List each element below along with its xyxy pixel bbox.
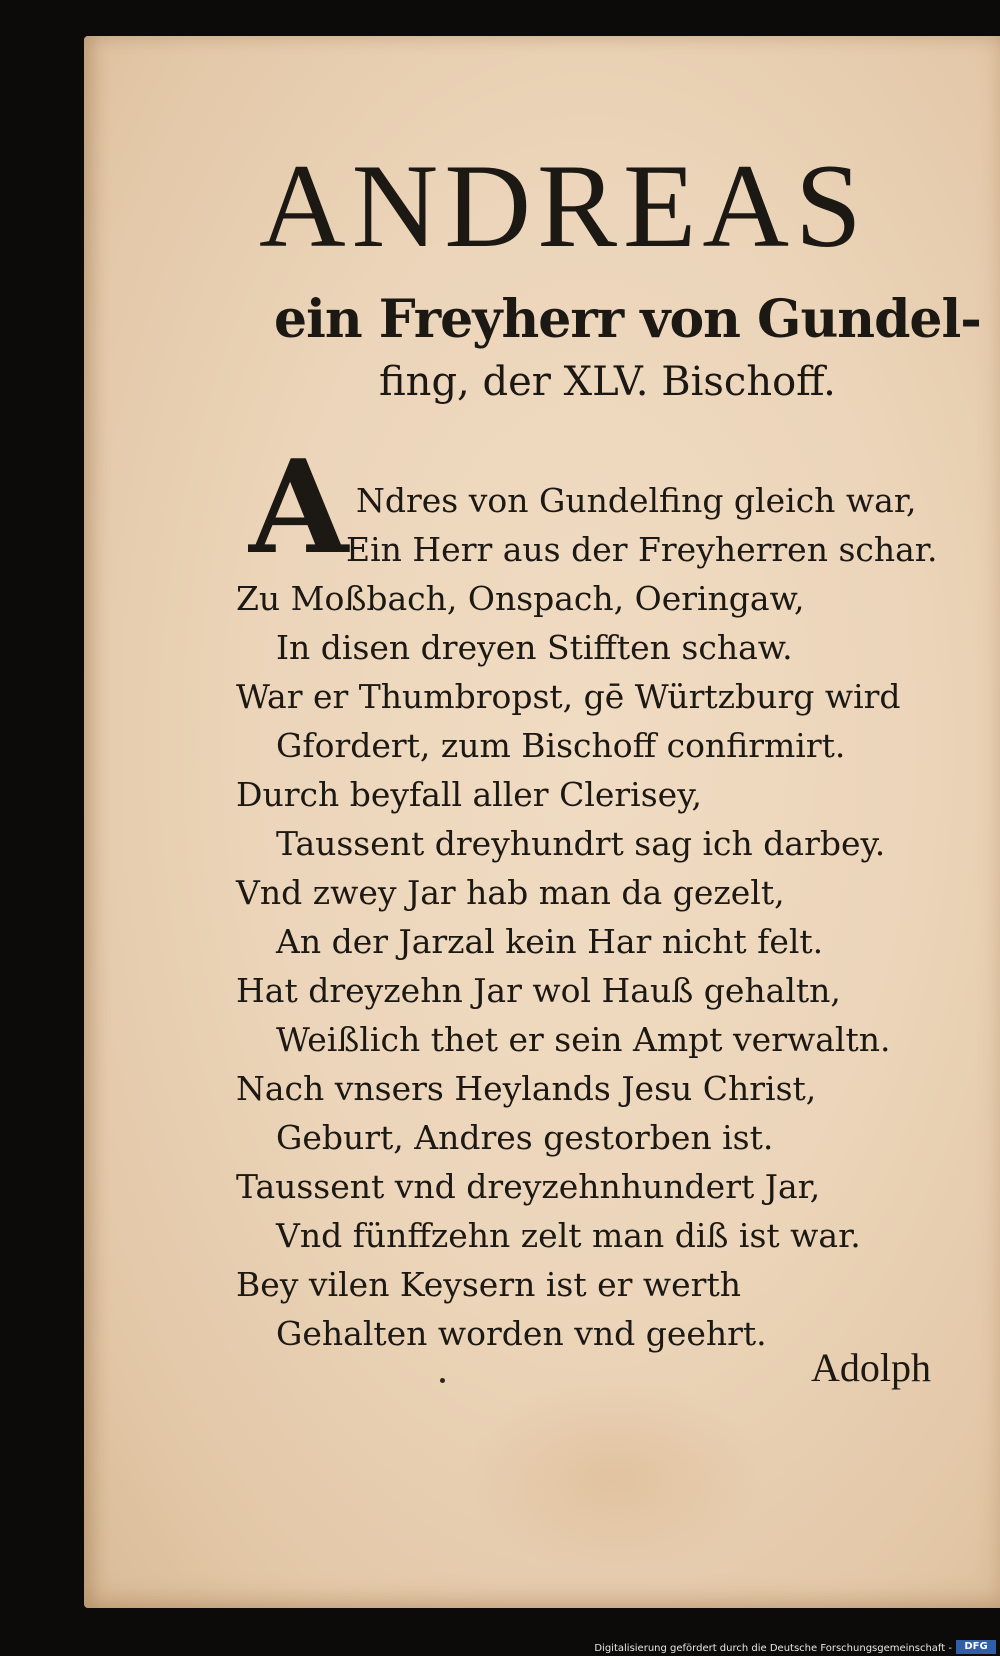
verse-line-3: Zu Moßbach, Onspach, Oeringaw, bbox=[236, 579, 805, 618]
verse-line-13: Nach vnsers Heylands Jesu Christ, bbox=[236, 1069, 817, 1108]
verse-line-17: Bey vilen Keysern ist er werth bbox=[236, 1265, 741, 1304]
verse-line-18: Gehalten worden vnd geehrt. bbox=[276, 1314, 767, 1353]
verse-line-10: An der Jarzal kein Har nicht felt. bbox=[276, 922, 824, 961]
verse-line-7: Durch beyfall aller Clerisey, bbox=[236, 775, 702, 814]
verse-line-2: Ein Herr aus der Freyherren schar. bbox=[346, 530, 938, 569]
page-title: ANDREAS bbox=[259, 139, 868, 272]
verse-line-6: Gfordert, zum Bischoff confirmirt. bbox=[276, 726, 846, 765]
verse-line-9: Vnd zwey Jar hab man da gezelt, bbox=[236, 873, 785, 912]
book-page bbox=[84, 36, 1000, 1608]
verse-line-11: Hat dreyzehn Jar wol Hauß gehaltn, bbox=[236, 971, 841, 1010]
dfg-logo: DFG bbox=[956, 1640, 996, 1654]
verse-line-1: Ndres von Gundelfing gleich war, bbox=[356, 481, 917, 520]
verse-line-14: Geburt, Andres gestorben ist. bbox=[276, 1118, 774, 1157]
verse-line-16: Vnd fünffzehn zelt man diß ist war. bbox=[276, 1216, 861, 1255]
subtitle-line-2: fing, der XLV. Bischoff. bbox=[379, 359, 836, 405]
verse-line-5: War er Thumbropst, gē Würtzburg wird bbox=[236, 677, 901, 716]
verse-line-12: Weißlich thet er sein Ampt verwaltn. bbox=[276, 1020, 891, 1059]
verse-line-8: Taussent dreyhundrt sag ich darbey. bbox=[276, 824, 886, 863]
subtitle-line-1: ein Freyherr von Gundel- bbox=[274, 289, 981, 350]
verse-line-4: In disen dreyen Stifften schaw. bbox=[276, 628, 793, 667]
digitization-credit: Digitalisierung gefördert durch die Deutsche Forschungsgemeinschaft - bbox=[594, 1643, 952, 1654]
catchword: Adolph bbox=[811, 1345, 931, 1390]
ink-dot bbox=[440, 1378, 445, 1383]
drop-cap: A bbox=[249, 433, 349, 583]
page-text bbox=[84, 36, 1000, 1608]
verse-line-15: Taussent vnd dreyzehnhundert Jar, bbox=[236, 1167, 821, 1206]
